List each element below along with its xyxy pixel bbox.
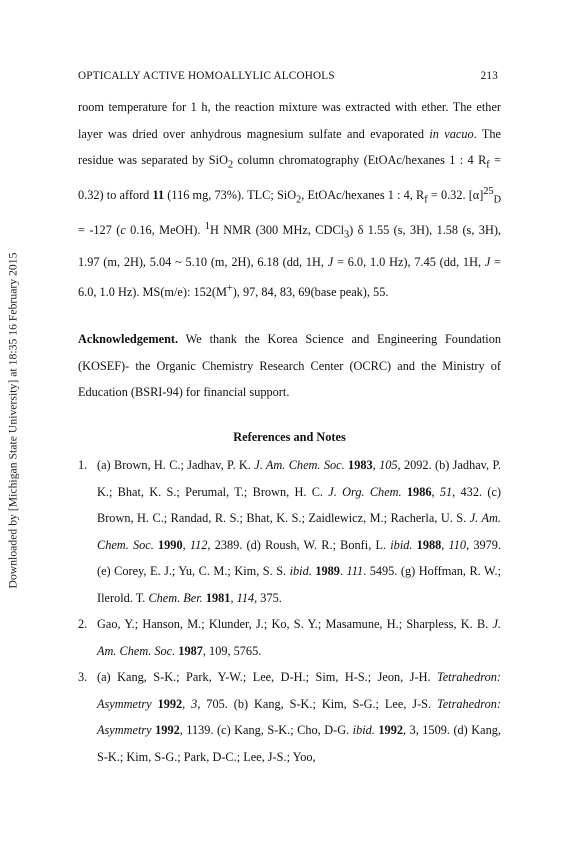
reference-item: 3. (a) Kang, S-K.; Park, Y-W.; Lee, D-H.; Sim, H-S.; Jeon, J-H. Tetrahedron: Asymmetry 1992, 3, 705. (b) Kang, S-K.; Kim, S-G.; Lee, J-S. Tetrahedron: Asymmetry 1992, 1139. (c) Kang, S-K.; Cho, D-G. ibid. 1992, 3, 1509. (d) Kang, S-K.; Kim, S-G.; Park, D-C.; Lee, J-S.; Yoo, bbox=[78, 664, 501, 770]
acknowledgement-paragraph: Acknowledgement. We thank the Korea Science and Engineering Foundation (KOSEF)- the Organic Chemistry Research Center (OCRC) and the Ministry of Education (BSRI-94) for financial support. bbox=[78, 332, 501, 399]
compound-number: 11 bbox=[152, 188, 165, 203]
page-number: 213 bbox=[480, 70, 498, 82]
references-heading: References and Notes bbox=[233, 430, 346, 444]
running-title: OPTICALLY ACTIVE HOMOALLYLIC ALCOHOLS bbox=[78, 70, 335, 82]
download-watermark bbox=[2, 210, 24, 630]
running-header bbox=[78, 70, 498, 82]
reference-number: 1. bbox=[78, 458, 88, 472]
acknowledgement-label: Acknowledgement. bbox=[78, 332, 179, 346]
reference-number: 3. bbox=[78, 670, 88, 684]
experimental-paragraph: room temperature for 1 h, the reaction mixture was extracted with ether. The ether layer was dried over anhydrous magnesium sulfate and evaporated in vacuo. The residue was separated by SiO$_2$ column chromatography (EtOAc/hexanes 1 : 4 $R_f = 0.32$) to afford 11 (116 mg, 73%). TLC; SiO$_2$, EtOAc/hexanes 1 : 4, $R_f = 0.32$. $[\alpha]^{25}_D = -127$ (c 0.16, MeOH). $^1$H NMR (300 MHz, CDCl$_3$) δ 1.55 (s, 3H), 1.58 (s, 3H), 1.97 (m, 2H), 5.04 ~ 5.10 (m, 2H), 6.18 (dd, 1H, J = 6.0, 1.0 Hz), 7.45 (dd, 1H, J = 6.0, 1.0 Hz). MS(m/e): 152(M+), 97, 84, 83, 69(base peak), 55. bbox=[78, 100, 502, 299]
reference-item: 1. (a) Brown, H. C.; Jadhav, P. K. J. Am. Chem. Soc. 1983, 105, 2092. (b) Jadhav, P. K.; Bhat, K. S.; Perumal, T.; Brown, H. C. J. Org. Chem. 1986, 51, 432. (c) Brown, H. C.; Randad, R. S.; Bhat, K. S.; Zaidlewicz, M.; Racherla, U. S. J. Am. Chem. Soc. 1990, 112, 2389. (d) Roush, W. R.; Bonfi, L. ibid. 1988, 110, 3979. (e) Corey, E. J.; Yu, C. M.; Kim, S. S. ibid. 1989. 111. 5495. (g) Hoffman, R. W.; Ilerold. T. Chem. Ber. 1981, 114, 375. bbox=[78, 452, 501, 611]
reference-item: 2. Gao, Y.; Hanson, M.; Klunder, J.; Ko, S. Y.; Masamune, H.; Sharpless, K. B. J. Am. Chem. Soc. 1987, 109, 5765. bbox=[78, 611, 501, 664]
reference-list bbox=[78, 452, 501, 770]
reference-number: 2. bbox=[78, 617, 88, 631]
download-watermark-text: Downloaded by [Michigan State University] at 18:35 16 February 2015 bbox=[6, 252, 20, 588]
